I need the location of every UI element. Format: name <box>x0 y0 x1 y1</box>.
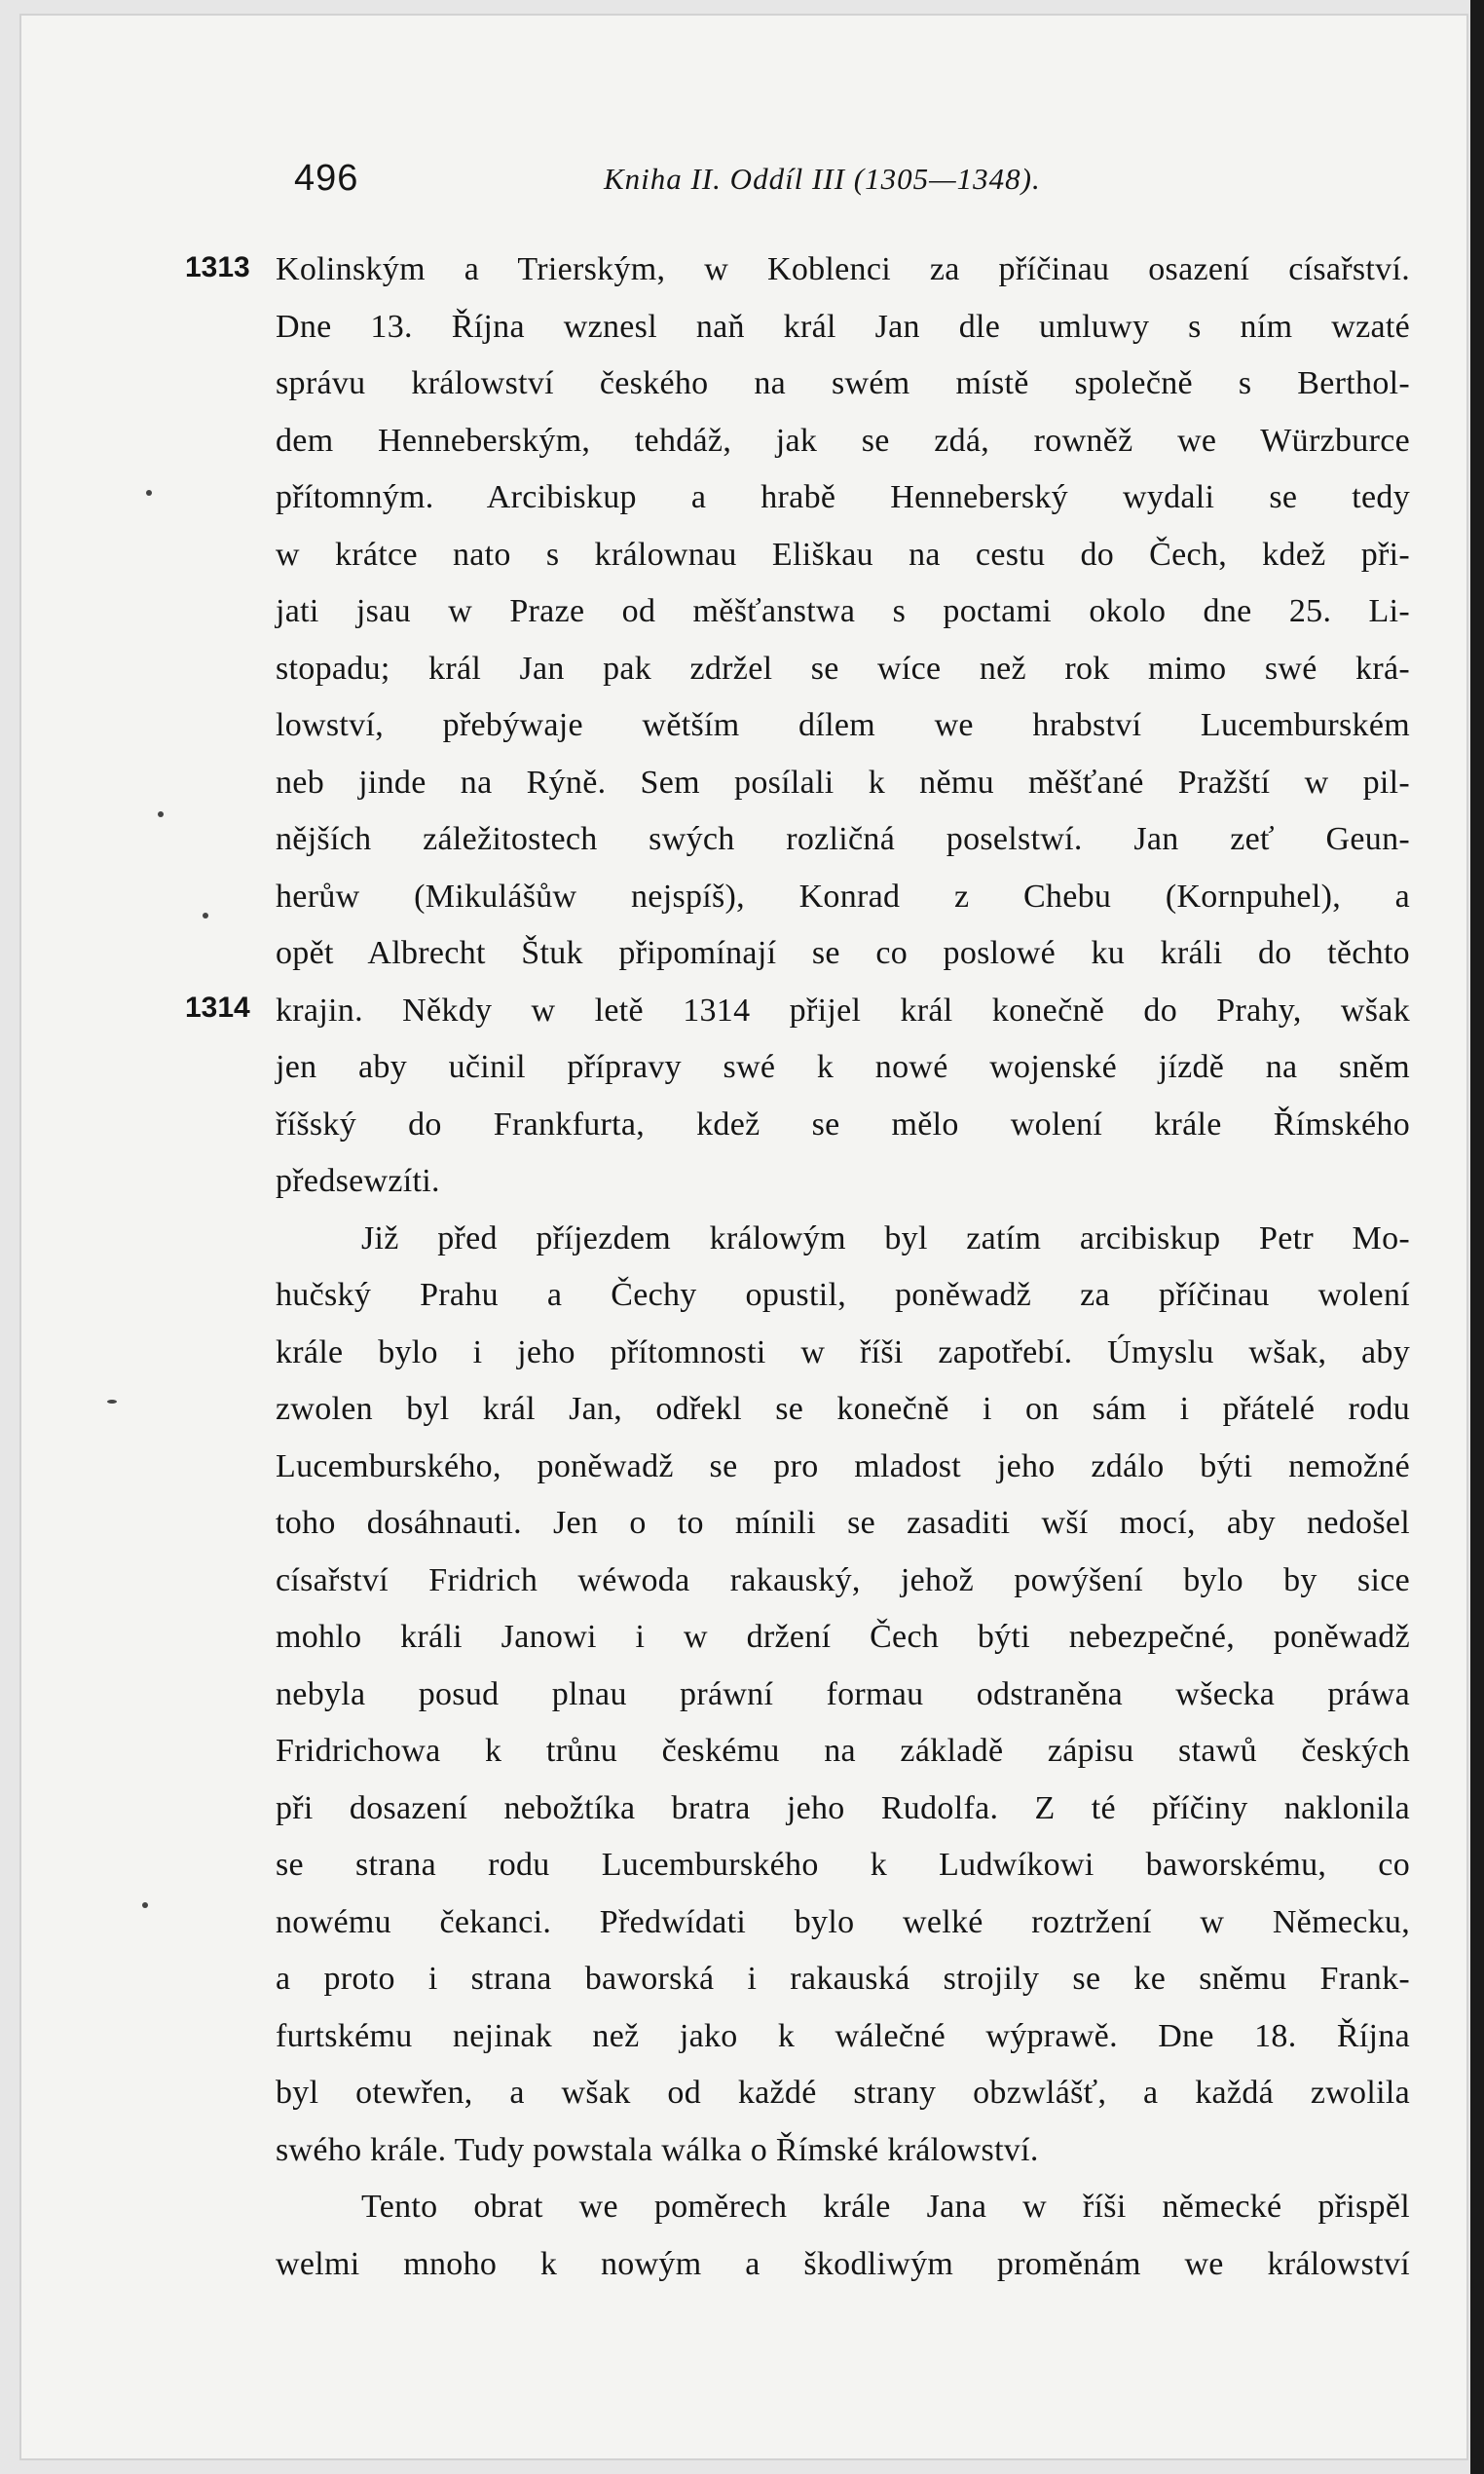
margin-year-1313: 1313 <box>185 251 250 283</box>
body-text <box>276 242 1410 2293</box>
margin-year-1314: 1314 <box>185 992 250 1024</box>
text-line: dem Henneberským, tehdáž, jak se zdá, rowněž we Würzburce <box>276 422 1410 459</box>
text-line: krále bylo i jeho přítomnosti w říši zapotřebí. Úmyslu wšak, aby <box>276 1333 1410 1370</box>
text-line: při dosazení nebožtíka bratra jeho Rudolfa. Z té příčiny naklonila <box>276 1789 1410 1826</box>
text-line: toho dosáhnauti. Jen o to mínili se zasaditi wší mocí, aby nedošel <box>276 1505 1410 1541</box>
text-line: jati jsau w Praze od měšťanstwa s poctami okolo dne 25. Li- <box>276 593 1410 629</box>
page-speck <box>158 811 164 817</box>
text-line: w krátce nato s králownau Eliškau na cestu do Čech, kdež při- <box>276 536 1410 573</box>
text-line: Fridrichowa k trůnu českému na základě zápisu stawů českých <box>276 1733 1410 1769</box>
text-line: swého krále. Tudy powstala wálka o Římské králowství. <box>276 2131 1039 2168</box>
text-line: se strana rodu Lucemburského k Ludwíkowi baworskému, co <box>276 1847 1410 1883</box>
page-speck <box>107 1400 117 1404</box>
text-line: Kolinským a Trierským, w Koblenci za příčinau osazení císařství. <box>276 251 1410 287</box>
page-speck <box>142 1902 148 1908</box>
text-line: říšský do Frankfurta, kdež se mělo wolení krále Římského <box>276 1106 1410 1143</box>
text-line: přítomným. Arcibiskup a hrabě Henneberský wydali se tedy <box>276 479 1410 515</box>
text-line: hučský Prahu a Čechy opustil, poněwadž za příčinau wolení <box>276 1277 1410 1313</box>
text-line: furtskému nejinak než jako k wálečné wýprawě. Dne 18. Října <box>276 2017 1410 2054</box>
text-line: krajin. Někdy w letě 1314 přijel král konečně do Prahy, wšak <box>276 992 1410 1029</box>
text-line: nowému čekanci. Předwídati bylo welké roztržení w Německu, <box>276 1903 1410 1940</box>
text-line: welmi mnoho k nowým a škodliwým proměnám we králowství <box>276 2245 1410 2282</box>
text-line: a proto i strana baworská i rakauská strojily se ke sněmu Frank- <box>276 1961 1410 1997</box>
text-line: neb jinde na Rýně. Sem posílali k němu měšťané Pražští w pil- <box>276 764 1410 801</box>
paragraph <box>276 242 1410 1211</box>
page-speck <box>146 490 152 496</box>
text-line: Lucemburského, poněwadž se pro mladost jeho zdálo býti nemožné <box>276 1447 1410 1484</box>
text-line: byl otewřen, a wšak od každé strany obzwlášť, a každá zwolila <box>276 2075 1410 2111</box>
text-line: zwolen byl král Jan, odřekl se konečně i on sám i přátelé rodu <box>276 1391 1410 1427</box>
text-line: opět Albrecht Štuk připomínají se co poslowé ku králi do těchto <box>276 935 1410 971</box>
paragraph <box>276 2179 1410 2293</box>
text-line: herůw (Mikulášůw nejspíš), Konrad z Chebu (Kornpuhel), a <box>276 878 1410 915</box>
text-line: mohlo králi Janowi i w držení Čech býti nebezpečné, poněwadž <box>276 1619 1410 1655</box>
text-line: Tento obrat we poměrech krále Jana w říši německé přispěl <box>361 2189 1410 2225</box>
scan-edge <box>1470 0 1484 2474</box>
text-line: stopadu; král Jan pak zdržel se wíce než rok mimo swé krá- <box>276 650 1410 687</box>
paragraph <box>276 1211 1410 2180</box>
page-speck <box>203 913 208 918</box>
page-number: 496 <box>294 158 359 199</box>
text-line: předsewzíti. <box>276 1163 440 1199</box>
text-line: jen aby učinil přípravy swé k nowé wojenské jízdě na sněm <box>276 1049 1410 1085</box>
text-line: Již před příjezdem králowým byl zatím arcibiskup Petr Mo- <box>361 1219 1410 1256</box>
page-header <box>0 158 1484 206</box>
text-line: nebyla posud plnau práwní formau odstraněna wšecka práwa <box>276 1675 1410 1712</box>
text-line: správu králowství českého na swém místě společně s Berthol- <box>276 365 1410 401</box>
running-head: Kniha II. Oddíl III (1305—1348). <box>604 162 1041 196</box>
text-line: císařství Fridrich wéwoda rakauský, jehož powýšení bylo by sice <box>276 1561 1410 1598</box>
text-line: Dne 13. Října wznesl naň král Jan dle umluwy s ním wzaté <box>276 308 1410 345</box>
text-line: lowství, přebýwaje wětším dílem we hrabství Lucemburském <box>276 707 1410 743</box>
text-line: nějších záležitostech swých rozličná poselstwí. Jan zeť Geun- <box>276 821 1410 857</box>
